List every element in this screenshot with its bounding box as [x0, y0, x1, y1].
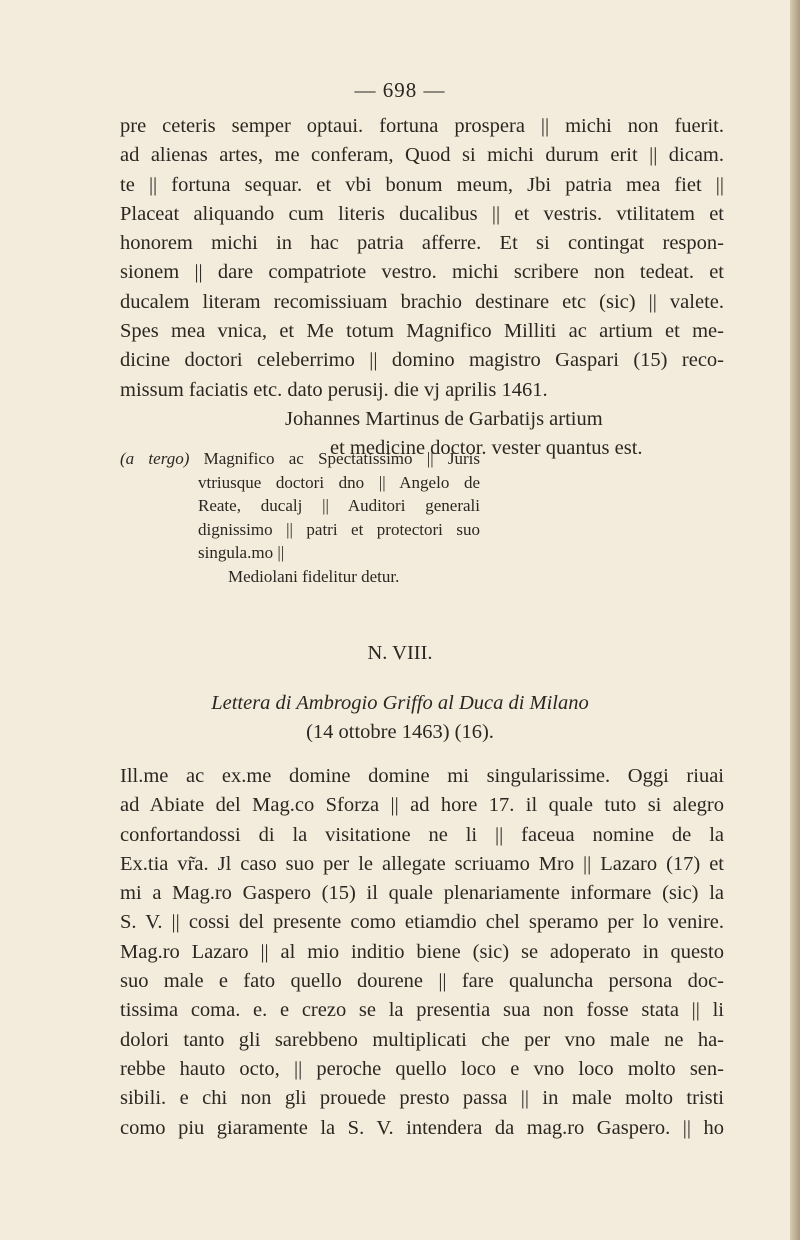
text-line: pre ceteris semper optaui. fortuna prospera || michi non fuerit. [120, 115, 724, 137]
text-line: missum faciatis etc. dato perusij. die vj aprilis 1461. [120, 378, 548, 401]
text-line: Ex.tia vr̃a. Jl caso suo per le allegate scriuamo Mro || Lazaro (17) et [120, 852, 724, 875]
text-line: dicine doctori celeberrimo || domino magistro Gaspari (15) reco- [120, 349, 724, 372]
address-line: dignissimo || patri et protectori suo [198, 519, 480, 539]
text-line: mi a Mag.ro Gaspero (15) il quale plenariamente informare (sic) la [120, 882, 724, 905]
text-line: Ill.me ac ex.me domine domine mi singularissime. Oggi riuai [120, 765, 724, 787]
text-line: tissima coma. e. e crezo se la presentia sua non fosse stata || li [120, 999, 724, 1022]
text-line: Mag.ro Lazaro || al mio inditio biene (sic) se adoperato in questo [120, 940, 724, 963]
address-line: Mediolani fidelitur detur. [228, 566, 400, 586]
text-line: dolori tanto gli sarebbeno multiplicati che per vno male ne ha- [120, 1028, 724, 1051]
address-note [120, 447, 480, 588]
text-line: Spes mea vnica, et Me totum Magnifico Milliti ac artium et me- [120, 320, 724, 343]
text-line: rebbe hauto octo, || peroche quello loco e vno loco molto sen- [120, 1057, 724, 1080]
text-line: confortandossi di la visitatione ne li || faceua nomine de la [120, 823, 724, 846]
address-line: Reate, ducalj || Auditori generali [198, 496, 480, 515]
letter-vii-body [120, 112, 724, 464]
text-line: S. V. || cossi del presente como etiamdio chel speramo per lo venire. [120, 911, 724, 934]
document-date: (14 ottobre 1463) (16). [306, 721, 494, 743]
text-line: honorem michi in hac patria afferre. Et si contingat respon- [120, 232, 724, 255]
text-line: sibili. e chi non gli prouede presto passa || in male molto tristi [120, 1087, 724, 1110]
text-line: ad Abiate del Mag.co Sforza || ad hore 17. il quale tuto si alegro [120, 794, 724, 817]
text-line: ducalem literam recomissiuam brachio destinare etc (sic) || valete. [120, 290, 724, 313]
address-label: (a tergo) [120, 449, 190, 468]
text-line: sionem || dare compatriote vestro. michi scribere non tedeat. et [120, 261, 724, 284]
page-number: — 698 — [354, 78, 446, 102]
address-line: vtriusque doctori dno || Angelo de [198, 472, 480, 492]
address-line-first [120, 447, 480, 471]
text-line: Placeat aliquando cum literis ducalibus || et vestris. vtilitatem et [120, 202, 724, 225]
address-line: Magnifico ac Spectatissimo || Juris [203, 449, 481, 468]
page-edge [790, 0, 800, 1240]
signature-line: et medicine doctor. vester quantus est. [330, 437, 643, 460]
address-line: singula.mo || [198, 543, 285, 562]
signature-line: Johannes Martinus de Garbatijs artium [285, 407, 603, 430]
text-line: como piu giaramente la S. V. intendera da mag.ro Gaspero. || ho [120, 1116, 724, 1139]
document-title: Lettera di Ambrogio Griffo al Duca di Milano [211, 692, 589, 714]
text-line: te || fortuna sequar. et vbi bonum meum, Jbi patria mea fiet || [120, 173, 724, 196]
letter-viii-body [120, 762, 724, 1143]
document-number: N. VIII. [367, 642, 433, 664]
text-line: ad alienas artes, me conferam, Quod si michi durum erit || dicam. [120, 144, 724, 167]
text-line: suo male e fato quello dourene || fare qualuncha persona doc- [120, 970, 724, 993]
